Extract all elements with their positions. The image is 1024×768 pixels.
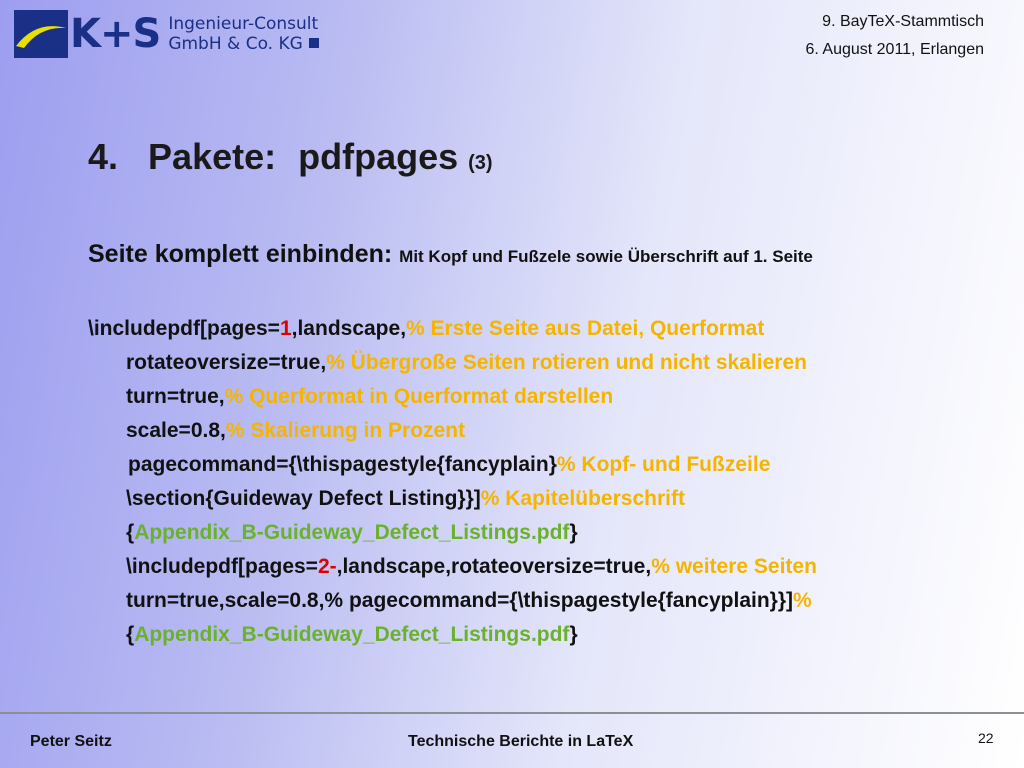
event-date: 6. August 2011, Erlangen	[805, 41, 984, 58]
section-heading-text: Seite komplett einbinden:	[88, 240, 393, 268]
code-line-5	[88, 448, 817, 482]
code-filename: Appendix_B-Guideway_Defect_Listings.pdf	[134, 521, 570, 544]
code-text: ,landscape,rotateoversize=true,	[336, 555, 652, 578]
code-text: turn=true,scale=0.8,% pagecommand={\thispagestyle{fancyplain}}]	[126, 589, 793, 612]
code-comment: %	[793, 589, 812, 612]
section-heading	[88, 240, 813, 269]
company-logo	[14, 10, 319, 58]
code-line-4	[88, 414, 817, 448]
code-number: 1	[279, 317, 292, 340]
code-text: {	[126, 521, 135, 544]
title-number: 4.	[88, 136, 119, 177]
code-line-7	[88, 516, 817, 550]
code-filename: Appendix_B-Guideway_Defect_Listings.pdf	[134, 623, 570, 646]
code-number: 2-	[317, 555, 337, 578]
code-line-3	[88, 380, 817, 414]
logo-company-name	[168, 14, 318, 54]
code-line-10	[88, 618, 817, 652]
code-text: }	[569, 623, 578, 646]
code-text: rotateoversize=true,	[126, 351, 327, 374]
code-text: turn=true,	[126, 385, 225, 408]
code-text: \section{Guideway Defect Listing}}]	[126, 487, 481, 510]
code-line-2	[88, 346, 817, 380]
logo-line-2	[168, 34, 318, 54]
logo-line-2-text: GmbH & Co. KG	[168, 34, 303, 54]
logo-line-1: Ingenieur-Consult	[168, 14, 319, 34]
logo-wordmark: K+S	[70, 11, 161, 57]
code-line-6	[88, 482, 817, 516]
title-suffix: (3)	[468, 152, 493, 174]
code-comment: % Erste Seite aus Datei, Querformat	[406, 317, 765, 340]
event-info	[805, 8, 984, 64]
code-text: }	[569, 521, 578, 544]
code-text: scale=0.8,	[126, 419, 226, 442]
code-text: {	[126, 623, 135, 646]
code-text: \includepdf[pages=	[126, 555, 318, 578]
code-line-9	[88, 584, 817, 618]
code-text: \includepdf[pages=	[88, 317, 280, 340]
section-note: Mit Kopf und Fußzele sowie Überschrift auf 1. Seite	[399, 247, 813, 266]
title-label: Pakete:	[148, 136, 277, 177]
code-comment: % Kopf- und Fußzeile	[556, 453, 771, 476]
code-line-8	[88, 550, 817, 584]
footer-divider	[0, 712, 1024, 714]
page-number: 22	[978, 730, 994, 746]
title-package: pdfpages	[298, 136, 459, 177]
event-name: 9. BayTeX-Stammtisch	[822, 13, 984, 30]
code-comment: % Übergroße Seiten rotieren und nicht skalieren	[326, 351, 807, 374]
code-text: ,landscape,	[291, 317, 407, 340]
code-comment: % Querformat in Querformat darstellen	[224, 385, 614, 408]
code-comment: % Kapitelüberschrift	[480, 487, 685, 510]
footer-title: Technische Berichte in LaTeX	[408, 733, 634, 750]
code-line-1	[88, 312, 817, 346]
footer-author: Peter Seitz	[30, 733, 112, 750]
code-block	[88, 312, 817, 652]
code-text: pagecommand={\thispagestyle{fancyplain}	[128, 453, 557, 476]
logo-swoosh-icon	[14, 10, 68, 58]
code-comment: % Skalierung in Prozent	[225, 419, 466, 442]
slide-title	[88, 136, 493, 178]
square-icon	[309, 38, 319, 48]
code-comment: % weitere Seiten	[651, 555, 817, 578]
